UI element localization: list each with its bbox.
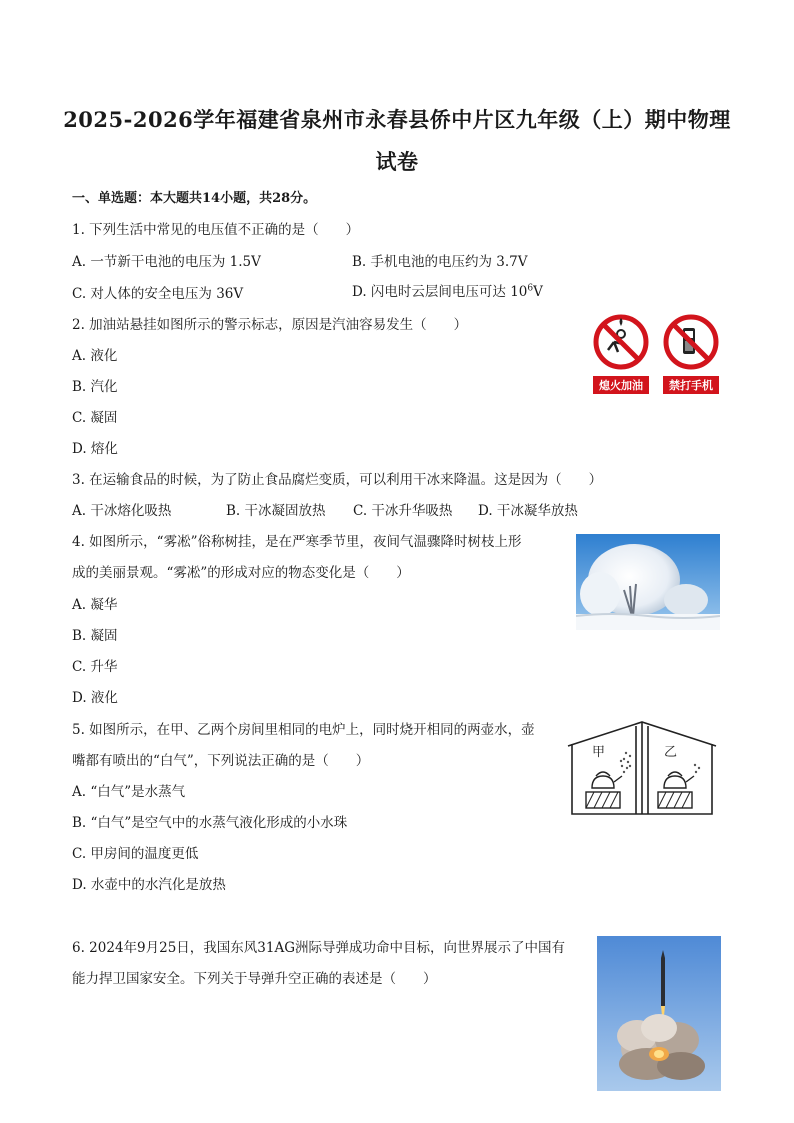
- rime-photo: [576, 534, 720, 630]
- missile-launch-photo: [597, 936, 721, 1091]
- q5-option-a: A. “白气”是水蒸气: [72, 784, 186, 800]
- q6-stem-line-2: 能力捍卫国家安全。下列关于导弹升空正确的表述是（ ）: [72, 971, 437, 987]
- two-rooms-diagram: [566, 720, 718, 816]
- room-yi-label: 乙: [664, 745, 678, 760]
- q5-option-d: D. 水壶中的水汽化是放热: [72, 877, 226, 893]
- sign-1-label: 熄火加油: [599, 379, 643, 392]
- q5-option-c: C. 甲房间的温度更低: [72, 846, 199, 862]
- q3-option-a: A. 干冰熔化吸热: [72, 503, 172, 519]
- room-yi-steam-icon: [694, 764, 700, 773]
- q1-option-d-exponent: 6: [527, 283, 534, 294]
- q1-option-b: B. 手机电池的电压约为 3.7V: [352, 254, 528, 270]
- room-yi-kettle-icon: [658, 772, 694, 808]
- q2-option-a: A. 液化: [72, 348, 118, 364]
- q1-stem: 1. 下列生活中常见的电压值不正确的是（ ）: [72, 222, 360, 238]
- room-jia-kettle-icon: [586, 772, 622, 808]
- sign-2-label: 禁打手机: [669, 379, 713, 392]
- q5-option-b: B. “白气”是空气中的水蒸气液化形成的小水珠: [72, 815, 348, 831]
- q1-option-a: A. 一节新干电池的电压为 1.5V: [72, 254, 261, 270]
- no-phone-sign-icon: [663, 317, 719, 394]
- exam-title-line-2: 试卷: [375, 149, 419, 174]
- q3-option-d: D. 干冰凝华放热: [478, 503, 578, 519]
- exam-title-line-1: 2025-2026学年福建省泉州市永春县侨中片区九年级（上）期中物理: [63, 107, 731, 132]
- q4-option-a: A. 凝华: [72, 597, 118, 613]
- q2-stem: 2. 加油站悬挂如图所示的警示标志，原因是汽油容易发生（ ）: [72, 317, 468, 333]
- q4-option-b: B. 凝固: [72, 628, 118, 644]
- q4-option-c: C. 升华: [72, 659, 118, 675]
- q2-option-c: C. 凝固: [72, 410, 118, 426]
- q3-stem: 3. 在运输食品的时候，为了防止食品腐烂变质，可以利用干冰来降温。这是因为（ ）: [72, 472, 603, 488]
- q4-stem-line-2: 成的美丽景观。“雾凇”的形成对应的物态变化是（ ）: [72, 565, 410, 581]
- q3-option-c: C. 干冰升华吸热: [353, 503, 453, 519]
- q1-option-c: C. 对人体的安全电压为 36V: [72, 286, 244, 302]
- room-jia-label: 甲: [592, 745, 606, 760]
- warning-signs-image: [590, 312, 722, 396]
- q1-option-d-text: D. 闪电时云层间电压可达 10: [352, 284, 528, 300]
- q2-option-b: B. 汽化: [72, 379, 118, 395]
- q4-stem-line-1: 4. 如图所示，“雾凇”俗称树挂，是在严寒季节里，夜间气温骤降时树枝上形: [72, 534, 522, 550]
- q5-stem-line-2: 嘴都有喷出的“白气”，下列说法正确的是（ ）: [72, 753, 370, 769]
- no-fire-sign-icon: [593, 317, 649, 394]
- room-jia-steam-icon: [620, 752, 631, 773]
- q6-stem-line-1: 6. 2024年9月25日，我国东风31AG洲际导弹成功命中目标，向世界展示了中国有: [72, 940, 566, 956]
- q5-stem-line-1: 5. 如图所示，在甲、乙两个房间里相同的电炉上，同时烧开相同的两壶水，壶: [72, 722, 535, 738]
- q2-option-d: D. 熔化: [72, 441, 118, 457]
- q1-option-d: [352, 280, 543, 300]
- q1-option-d-unit: V: [533, 284, 543, 300]
- q4-option-d: D. 液化: [72, 690, 118, 706]
- q3-option-b: B. 干冰凝固放热: [226, 503, 326, 519]
- section-header: 一、单选题：本大题共14小题，共28分。: [72, 191, 317, 206]
